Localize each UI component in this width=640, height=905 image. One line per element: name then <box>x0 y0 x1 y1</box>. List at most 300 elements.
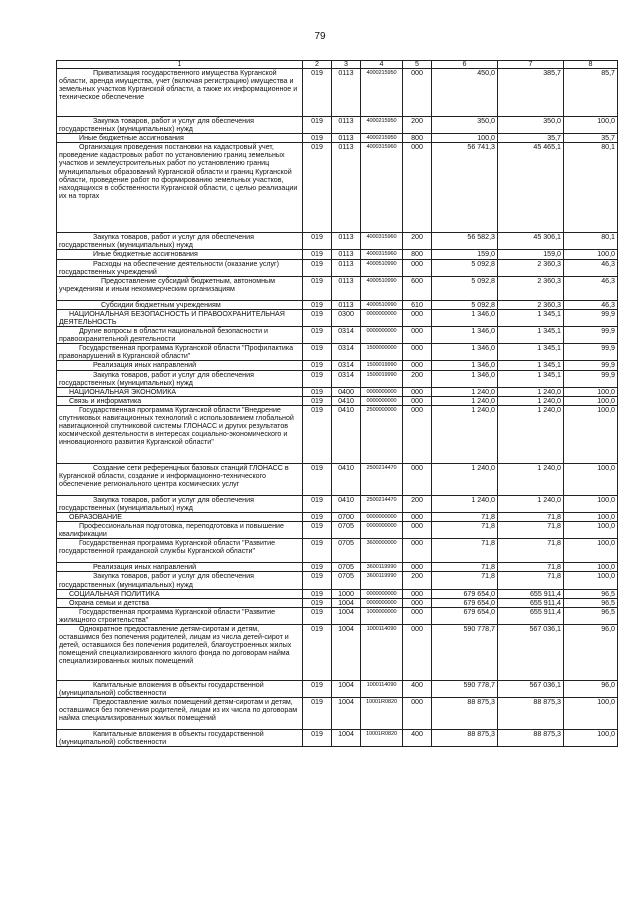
actual-amount <box>498 539 564 563</box>
section-code <box>332 598 361 607</box>
grbs-code-text: 019 <box>311 250 323 259</box>
execution-percent <box>564 572 618 589</box>
expense-type-code-text: 000 <box>411 387 423 396</box>
row-name <box>57 607 303 624</box>
grbs-code-text: 019 <box>311 361 323 370</box>
actual-amount-text: 71,8 <box>547 539 561 548</box>
expense-type-code <box>403 309 432 326</box>
row-name-text: Государственная программа Курганской области "Развитие государственной гражданской службы Курганской области" <box>59 539 276 556</box>
actual-amount-text: 655 911,4 <box>529 589 561 598</box>
planned-amount <box>432 344 498 361</box>
expense-type-code <box>403 117 432 134</box>
section-code <box>332 522 361 539</box>
section-code <box>332 117 361 134</box>
section-code-text: 0410 <box>338 396 354 405</box>
section-code-text: 0410 <box>338 405 354 414</box>
actual-amount <box>498 370 564 387</box>
expense-type-code <box>403 250 432 259</box>
grbs-code-text: 019 <box>311 300 323 309</box>
target-article-code <box>361 69 403 117</box>
target-article-code-text: 0000000000 <box>366 328 397 335</box>
section-code <box>332 607 361 624</box>
target-article-code-text: 0000000000 <box>366 514 397 521</box>
execution-percent-text: 46,3 <box>601 300 615 309</box>
grbs-code <box>303 495 332 512</box>
column-header: 1 <box>57 61 303 69</box>
column-header: 4 <box>361 61 403 69</box>
planned-amount <box>432 539 498 563</box>
section-code <box>332 361 361 370</box>
actual-amount <box>498 396 564 405</box>
planned-amount-text: 450,0 <box>477 69 495 77</box>
target-article-code <box>361 572 403 589</box>
target-article-code <box>361 387 403 396</box>
grbs-code <box>303 463 332 495</box>
actual-amount-text: 71,8 <box>547 563 561 572</box>
row-name <box>57 598 303 607</box>
column-header: 2 <box>303 61 332 69</box>
row-name-text: ОБРАЗОВАНИЕ <box>69 513 122 522</box>
row-name-text: Расходы на обеспечение деятельности (оказание услуг) государственных учреждений <box>59 259 280 276</box>
actual-amount <box>498 730 564 747</box>
execution-percent <box>564 463 618 495</box>
row-name <box>57 405 303 463</box>
expense-type-code-text: 610 <box>411 300 423 309</box>
section-code-text: 1004 <box>338 598 354 607</box>
grbs-code-text: 019 <box>311 405 323 414</box>
execution-percent <box>564 370 618 387</box>
execution-percent-text: 100,0 <box>597 730 615 739</box>
actual-amount-text: 1 240,0 <box>537 387 561 396</box>
execution-percent-text: 99,9 <box>601 344 615 353</box>
grbs-code <box>303 589 332 598</box>
grbs-code-text: 019 <box>311 233 323 242</box>
execution-percent <box>564 117 618 134</box>
actual-amount <box>498 387 564 396</box>
section-code-text: 0705 <box>338 539 354 548</box>
target-article-code <box>361 327 403 344</box>
actual-amount-text: 567 036,1 <box>529 681 561 689</box>
section-code <box>332 233 361 250</box>
actual-amount <box>498 344 564 361</box>
execution-percent <box>564 300 618 309</box>
execution-percent <box>564 513 618 522</box>
execution-percent <box>564 250 618 259</box>
section-code-text: 1004 <box>338 681 354 689</box>
grbs-code-text: 019 <box>311 259 323 268</box>
table-row <box>57 681 618 698</box>
target-article-code-text: 2500000000 <box>366 406 397 413</box>
target-article-code-text: 4000315960 <box>366 251 397 258</box>
target-article-code-text: 1500019990 <box>366 371 397 378</box>
budget-table <box>56 60 618 747</box>
target-article-code-text: 4000510990 <box>366 277 397 284</box>
actual-amount-text: 88 875,3 <box>533 730 561 739</box>
table-row <box>57 300 618 309</box>
planned-amount-text: 88 875,3 <box>467 698 495 707</box>
execution-percent-text: 100,0 <box>597 539 615 548</box>
row-name <box>57 309 303 326</box>
expense-type-code-text: 000 <box>411 405 423 414</box>
target-article-code <box>361 259 403 276</box>
execution-percent <box>564 539 618 563</box>
section-code <box>332 309 361 326</box>
planned-amount <box>432 143 498 233</box>
section-code-text: 0113 <box>338 259 354 268</box>
actual-amount-text: 385,7 <box>543 69 561 77</box>
row-name-text: Связь и информатика <box>69 396 142 405</box>
section-code-text: 0113 <box>338 276 354 285</box>
planned-amount-text: 159,0 <box>477 250 495 259</box>
target-article-code <box>361 134 403 143</box>
row-name <box>57 681 303 698</box>
actual-amount-text: 1 345,1 <box>537 370 561 379</box>
section-code-text: 0314 <box>338 344 354 353</box>
expense-type-code-text: 000 <box>411 598 423 607</box>
grbs-code-text: 019 <box>311 589 323 598</box>
planned-amount-text: 71,8 <box>481 572 495 581</box>
grbs-code-text: 019 <box>311 495 323 504</box>
grbs-code <box>303 117 332 134</box>
actual-amount <box>498 698 564 730</box>
execution-percent <box>564 309 618 326</box>
expense-type-code-text: 200 <box>411 117 423 125</box>
column-header: 6 <box>432 61 498 69</box>
actual-amount <box>498 563 564 572</box>
actual-amount <box>498 405 564 463</box>
grbs-code <box>303 698 332 730</box>
expense-type-code-text: 000 <box>411 463 423 472</box>
row-name <box>57 69 303 117</box>
expense-type-code-text: 000 <box>411 513 423 522</box>
expense-type-code-text: 200 <box>411 572 423 581</box>
table-row <box>57 625 618 681</box>
planned-amount <box>432 361 498 370</box>
planned-amount <box>432 309 498 326</box>
expense-type-code-text: 200 <box>411 370 423 379</box>
planned-amount-text: 56 582,3 <box>467 233 495 242</box>
expense-type-code-text: 800 <box>411 134 423 143</box>
header-row <box>57 61 618 69</box>
row-name <box>57 572 303 589</box>
expense-type-code-text: 000 <box>411 396 423 405</box>
expense-type-code-text: 000 <box>411 69 423 77</box>
row-name <box>57 327 303 344</box>
planned-amount <box>432 387 498 396</box>
grbs-code <box>303 572 332 589</box>
expense-type-code <box>403 361 432 370</box>
actual-amount-text: 1 345,1 <box>537 344 561 353</box>
section-code <box>332 698 361 730</box>
execution-percent-text: 85,7 <box>601 69 615 77</box>
actual-amount <box>498 625 564 681</box>
table-row <box>57 134 618 143</box>
expense-type-code <box>403 589 432 598</box>
target-article-code-text: 0000000000 <box>366 590 397 597</box>
grbs-code-text: 019 <box>311 463 323 472</box>
grbs-code-text: 019 <box>311 396 323 405</box>
planned-amount-text: 5 092,8 <box>471 259 495 268</box>
execution-percent <box>564 69 618 117</box>
planned-amount-text: 100,0 <box>477 134 495 143</box>
section-code-text: 0113 <box>338 233 354 242</box>
target-article-code-text: 3600119990 <box>366 573 397 580</box>
grbs-code <box>303 405 332 463</box>
row-name-text: Иные бюджетные ассигнования <box>79 134 184 143</box>
expense-type-code-text: 000 <box>411 539 423 548</box>
execution-percent-text: 80,1 <box>601 233 615 242</box>
execution-percent <box>564 681 618 698</box>
row-name-text: Организация проведения постановки на кадастровый учет, проведение кадастровых работ по установлению границ земельных участков и землеустроительных работ по установлению границ муниципальных образований Курганской области и границ Курганской области, проведение работ по формированию земельных участков, находящихся в собственности Курганской области, с целью реализации их на торгах <box>59 143 298 200</box>
section-code <box>332 563 361 572</box>
row-name <box>57 396 303 405</box>
table-row <box>57 327 618 344</box>
grbs-code-text: 019 <box>311 607 323 616</box>
execution-percent-text: 100,0 <box>597 522 615 531</box>
planned-amount-text: 1 346,0 <box>471 344 495 353</box>
execution-percent-text: 100,0 <box>597 513 615 522</box>
actual-amount <box>498 522 564 539</box>
section-code-text: 0113 <box>338 250 354 259</box>
grbs-code <box>303 598 332 607</box>
execution-percent-text: 80,1 <box>601 143 615 152</box>
execution-percent <box>564 361 618 370</box>
actual-amount <box>498 495 564 512</box>
table-row <box>57 539 618 563</box>
row-name <box>57 300 303 309</box>
section-code <box>332 344 361 361</box>
expense-type-code <box>403 344 432 361</box>
table-row <box>57 396 618 405</box>
expense-type-code <box>403 143 432 233</box>
grbs-code <box>303 681 332 698</box>
target-article-code-text: 4000510990 <box>366 301 397 308</box>
expense-type-code-text: 000 <box>411 344 423 353</box>
expense-type-code-text: 200 <box>411 495 423 504</box>
actual-amount-text: 1 345,1 <box>537 361 561 370</box>
planned-amount <box>432 117 498 134</box>
execution-percent <box>564 598 618 607</box>
planned-amount <box>432 495 498 512</box>
actual-amount-text: 1 240,0 <box>537 405 561 414</box>
planned-amount <box>432 250 498 259</box>
grbs-code <box>303 625 332 681</box>
row-name <box>57 495 303 512</box>
section-code <box>332 250 361 259</box>
planned-amount-text: 56 741,3 <box>467 143 495 152</box>
execution-percent <box>564 259 618 276</box>
target-article-code <box>361 405 403 463</box>
planned-amount <box>432 405 498 463</box>
row-name-text: Иные бюджетные ассигнования <box>93 250 198 259</box>
expense-type-code-text: 000 <box>411 327 423 336</box>
target-article-code <box>361 370 403 387</box>
target-article-code-text: 2500214470 <box>366 464 397 471</box>
grbs-code <box>303 513 332 522</box>
target-article-code <box>361 300 403 309</box>
actual-amount-text: 1 240,0 <box>537 495 561 504</box>
grbs-code-text: 019 <box>311 522 323 531</box>
target-article-code <box>361 598 403 607</box>
row-name <box>57 563 303 572</box>
planned-amount-text: 1 240,0 <box>471 405 495 414</box>
section-code-text: 0113 <box>338 143 354 152</box>
table-row <box>57 698 618 730</box>
grbs-code-text: 019 <box>311 513 323 522</box>
actual-amount-text: 1 345,1 <box>537 309 561 318</box>
grbs-code-text: 019 <box>311 598 323 607</box>
target-article-code-text: 1500000000 <box>366 345 397 352</box>
execution-percent-text: 100,0 <box>597 572 615 581</box>
grbs-code <box>303 276 332 300</box>
actual-amount-text: 88 875,3 <box>533 698 561 707</box>
row-name-text: НАЦИОНАЛЬНАЯ ЭКОНОМИКА <box>69 387 177 396</box>
actual-amount-text: 71,8 <box>547 522 561 531</box>
table-body <box>57 69 618 747</box>
grbs-code <box>303 309 332 326</box>
grbs-code <box>303 259 332 276</box>
table-row <box>57 233 618 250</box>
target-article-code-text: 4000315960 <box>366 234 397 241</box>
grbs-code <box>303 607 332 624</box>
planned-amount <box>432 522 498 539</box>
expense-type-code-text: 000 <box>411 259 423 268</box>
grbs-code-text: 019 <box>311 117 323 125</box>
actual-amount <box>498 572 564 589</box>
execution-percent <box>564 730 618 747</box>
target-article-code <box>361 730 403 747</box>
section-code <box>332 730 361 747</box>
execution-percent-text: 46,3 <box>601 259 615 268</box>
execution-percent <box>564 276 618 300</box>
row-name-text: Реализация иных направлений <box>93 563 197 572</box>
target-article-code <box>361 361 403 370</box>
row-name-text: Закупка товаров, работ и услуг для обеспечения государственных (муниципальных) нужд <box>59 495 254 512</box>
row-name-text: Государственная программа Курганской области "Внедрение спутниковых навигационных технологий с использованием глобальной навигационной спутниковой системы ГЛОНАСС и других результатов космической деятельности в интересах социально-экономического и инновационного развития Курганской области" <box>59 405 294 447</box>
table-row <box>57 259 618 276</box>
target-article-code <box>361 522 403 539</box>
target-article-code <box>361 495 403 512</box>
target-article-code <box>361 589 403 598</box>
target-article-code-text: 3600000000 <box>366 540 397 547</box>
expense-type-code <box>403 681 432 698</box>
section-code <box>332 300 361 309</box>
execution-percent-text: 100,0 <box>597 396 615 405</box>
table-row <box>57 607 618 624</box>
actual-amount <box>498 69 564 117</box>
actual-amount <box>498 681 564 698</box>
actual-amount <box>498 589 564 598</box>
execution-percent <box>564 134 618 143</box>
expense-type-code <box>403 134 432 143</box>
section-code <box>332 327 361 344</box>
row-name-text: Реализация иных направлений <box>93 361 197 370</box>
target-article-code-text: 4000315960 <box>366 144 397 151</box>
row-name-text: Закупка товаров, работ и услуг для обеспечения государственных (муниципальных) нужд <box>59 117 254 134</box>
section-code <box>332 259 361 276</box>
target-article-code <box>361 513 403 522</box>
grbs-code <box>303 143 332 233</box>
expense-type-code <box>403 327 432 344</box>
grbs-code-text: 019 <box>311 276 323 285</box>
row-name-text: Закупка товаров, работ и услуг для обеспечения государственных (муниципальных) нужд <box>59 233 254 250</box>
target-article-code-text: 4000510990 <box>366 260 397 267</box>
row-name <box>57 463 303 495</box>
section-code-text: 1004 <box>338 607 354 616</box>
grbs-code <box>303 563 332 572</box>
planned-amount-text: 590 778,7 <box>463 681 495 689</box>
actual-amount-text: 2 360,3 <box>537 300 561 309</box>
target-article-code-text: 0000000000 <box>366 388 397 395</box>
target-article-code-text: 0000000000 <box>366 599 397 606</box>
grbs-code-text: 019 <box>311 698 323 707</box>
row-name <box>57 589 303 598</box>
planned-amount-text: 1 240,0 <box>471 387 495 396</box>
actual-amount <box>498 300 564 309</box>
row-name <box>57 513 303 522</box>
execution-percent-text: 35,7 <box>601 134 615 143</box>
expense-type-code <box>403 370 432 387</box>
table-row <box>57 513 618 522</box>
grbs-code <box>303 300 332 309</box>
row-name-text: Государственная программа Курганской области "Развитие жилищного строительства" <box>59 607 276 624</box>
execution-percent-text: 96,0 <box>601 625 615 633</box>
actual-amount <box>498 134 564 143</box>
actual-amount <box>498 513 564 522</box>
grbs-code <box>303 250 332 259</box>
row-name <box>57 233 303 250</box>
section-code <box>332 681 361 698</box>
actual-amount <box>498 327 564 344</box>
row-name <box>57 539 303 563</box>
section-code <box>332 405 361 463</box>
expense-type-code <box>403 387 432 396</box>
target-article-code <box>361 309 403 326</box>
expense-type-code <box>403 69 432 117</box>
table-row <box>57 563 618 572</box>
section-code-text: 1004 <box>338 625 354 633</box>
planned-amount-text: 1 346,0 <box>471 370 495 379</box>
expense-type-code-text: 000 <box>411 143 423 152</box>
actual-amount <box>498 250 564 259</box>
table-row <box>57 495 618 512</box>
actual-amount <box>498 598 564 607</box>
execution-percent <box>564 589 618 598</box>
section-code-text: 0410 <box>338 463 354 472</box>
section-code-text: 0113 <box>338 300 354 309</box>
execution-percent-text: 46,3 <box>601 276 615 285</box>
actual-amount-text: 71,8 <box>547 572 561 581</box>
grbs-code-text: 019 <box>311 143 323 152</box>
execution-percent <box>564 233 618 250</box>
grbs-code-text: 019 <box>311 572 323 581</box>
target-article-code <box>361 563 403 572</box>
table-row <box>57 309 618 326</box>
execution-percent-text: 96,5 <box>601 607 615 616</box>
table-row <box>57 361 618 370</box>
target-article-code-text: 10001R0820 <box>365 699 398 706</box>
expense-type-code-text: 000 <box>411 563 423 572</box>
row-name-text: Капитальные вложения в объекты государственной (муниципальной) собственности <box>59 681 264 698</box>
target-article-code <box>361 607 403 624</box>
target-article-code-text: 1000114090 <box>366 626 397 632</box>
planned-amount <box>432 598 498 607</box>
execution-percent-text: 99,9 <box>601 361 615 370</box>
expense-type-code-text: 000 <box>411 589 423 598</box>
expense-type-code <box>403 259 432 276</box>
table-row <box>57 69 618 117</box>
section-code <box>332 143 361 233</box>
